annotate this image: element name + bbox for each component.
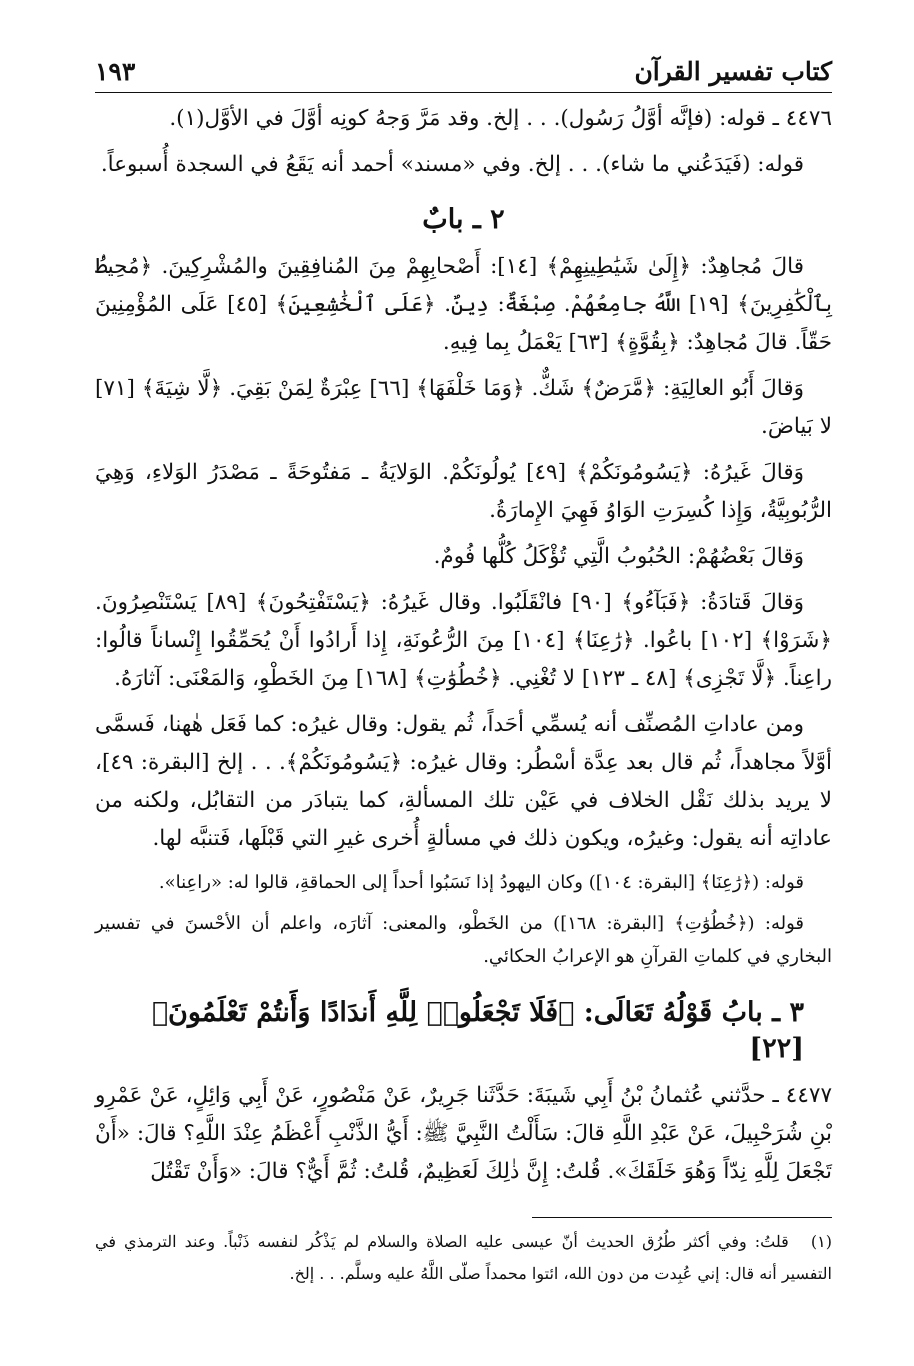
paragraph-qatada: وَقالَ قَتادَةُ: ﴿فَبَآءُو﴾ [٩٠] فانْقَلَبُوا. وقال غَيرُهُ: ﴿يَسْتَفْتِحُونَ﴾ [٨٩] يَسْتَنْصِرُونَ. ﴿شَرَوْا﴾ [١٠٢] باعُوا. ﴿رَٰعِنَا﴾ [١٠٤] مِنَ الرُّعُونَةِ، إِذا أَرادُوا أَنْ يُحَمِّقُوا إِنْساناً قالُوا: راعِناً. ﴿لَّا تَجْزِى﴾ [٤٨ ـ ١٢٣] لا تُغْنِي. ﴿خُطُوَٰتِ﴾ [١٦٨] مِنَ الخَطْوِ، وَالمَعْنَى: آثارَهُ.	[95, 590, 833, 691]
paragraph-mujahid: قالَ مُجاهِدٌ: ﴿إِلَىٰ شَيَٰطِينِهِمْ﴾ [١٤]: أَصْحابِهِمْ مِنَ المُنافِقِينَ والمُشْرِكِينَ. ﴿مُحِيطُۢ بِٱلْكَٰفِرِينَ﴾ [١٩] اللَّهُ جامِعُهُمْ. صِبْغَةٌ: دِينٌ. ﴿عَلَى ٱلْخَٰشِعِينَ﴾ [٤٥] عَلَى المُؤْمِنِينَ حَقّاً. قالَ مُجاهِدٌ: ﴿بِقُوَّةٍ﴾ [٦٣] يَعْمَلُ بِما فِيهِ.	[95, 254, 832, 355]
paragraph-badhuhum: وَقالَ بَعْضُهُمْ: الحُبُوبُ الَّتِي تُؤْكَلُ كُلُّها فُومٌ.	[433, 544, 804, 569]
footnote-text: قلتُ: وفي أكثر طُرُق الحديث أنّ عيسى عليه الصلاة والسلام لم يَذْكُر لنفسه ذَنْباً. وعند الترمذي في التفسير أنه قال: إني عُبِدت من دون الله، ائتوا محمداً صلّى اللَّهُ عليه وسلَّم. . . إلخ.	[95, 1232, 832, 1283]
paragraph-author-habit: ومن عاداتِ المُصنِّف أنه يُسمِّي أحَداً، ثُم يقول: وقال غيرُه: كما فَعَل هٰهنا، فَسمَّى أوَّلاً مجاهداً، ثُم قال بعد عِدَّة أسْطُر: وقال غيرُه: ﴿يَسُومُونَكُمْ﴾. . . إلخ [البقرة: ٤٩]، لا يريد بذلك نَقْل الخلاف في عَيْن تلك المسألةِ، كما يتبادَر من التقابُل، ولكنه من عاداتِه أنه يقول: وغيرُه، ويكون ذلك في مسألةٍ أُخرى غيرِ التي قَبْلَها، فَتنبَّه لها.	[95, 712, 832, 851]
section-heading-bab-3: ٣ ـ بابُ قَوْلُهُ تَعَالَى: ﴿فَلَا تَجْعَلُوا۟ لِلَّهِ أَندَادًا وَأَنتُمْ تَعْلَمُونَ﴾ [٢٢]	[151, 997, 804, 1064]
page-header	[95, 28, 832, 93]
running-title: كتاب تفسير القرآن	[634, 57, 832, 86]
paragraph-abu-al-aliya: وَقالَ أَبُو العالِيَةِ: ﴿مَّرَضٌ﴾ شَكٌّ. ﴿وَمَا خَلْفَهَا﴾ [٦٦] عِبْرَةٌ لِمَنْ بَقِيَ. ﴿لَّا شِيَةَ﴾ [٧١] لا بَياضَ.	[95, 376, 832, 439]
page-body	[95, 100, 832, 1199]
footnote-separator	[532, 1217, 832, 1218]
paragraph-khutuwat-note: قوله: (﴿خُطُوَٰتِ﴾ [البقرة: ١٦٨]) من الخَطْو، والمعنى: آثارَه، واعلم أن الأحْسنَ في تفسير البخاري في كلماتِ القرآنِ هو الإعرابُ الحكائي.	[95, 913, 832, 967]
footnotes	[95, 1226, 832, 1290]
section-heading-bab-2: ٢ ـ بابٌ	[422, 204, 505, 235]
paragraph-commentary: قوله: (فَيَدَعُني ما شاء). . . إلخ. وفي «مسند» أحمد أنه يَقَعُ في السجدة أُسبوعاً.	[100, 152, 804, 177]
paragraph-hadith-4476: ٤٤٧٦ ـ قوله: (فإنَّه أوَّلُ رَسُول). . . إلخ. وقد مَرَّ وَجهُ كونِه أوَّلَ في الأوَّل(١).	[169, 106, 832, 131]
footnote-mark: (١)	[810, 1232, 833, 1251]
page-number: ١٩٣	[95, 57, 136, 86]
paragraph-ghayruhu: وَقالَ غَيرُهُ: ﴿يَسُومُونَكُمْ﴾ [٤٩] يُولُونَكُمْ. الوَلايَةُ ـ مَفتُوحَةً ـ مَصْدَرُ الوَلاءِ، وَهِيَ الرُّبُوبِيَّةُ، وَإِذا كُسِرَتِ الوَاوُ فَهِيَ الإِمارَةُ.	[95, 460, 832, 523]
paragraph-raina-note: قوله: (﴿رَٰعِنَا﴾ [البقرة: ١٠٤]) وكان اليهودُ إذا نَسَبُوا أحداً إلى الحماقةِ، قالوا له: «راعِنا».	[158, 872, 804, 893]
paragraph-hadith-4477: ٤٤٧٧ ـ حدَّثني عُثمانُ بْنُ أَبِي شَيبَةَ: حَدَّثَنا جَرِيرٌ، عَنْ مَنْصُورٍ، عَنْ أَبِي وَائِلٍ، عَنْ عَمْرِو بْنِ شُرَحْبِيلَ، عَنْ عَبْدِ اللَّهِ قالَ: سَأَلْتُ النَّبِيَّ ﷺ: أَيُّ الذَّنْبِ أَعْظَمُ عِنْدَ اللَّهِ؟ قالَ: «أَنْ تَجْعَلَ لِلَّهِ نِدّاً وَهُوَ خَلَقَكَ». قُلتُ: إِنَّ ذٰلِكَ لَعَظِيمٌ، قُلتُ: ثُمَّ أَيٌّ؟ قالَ: «وَأَنْ تَقْتُلَ	[95, 1083, 832, 1184]
